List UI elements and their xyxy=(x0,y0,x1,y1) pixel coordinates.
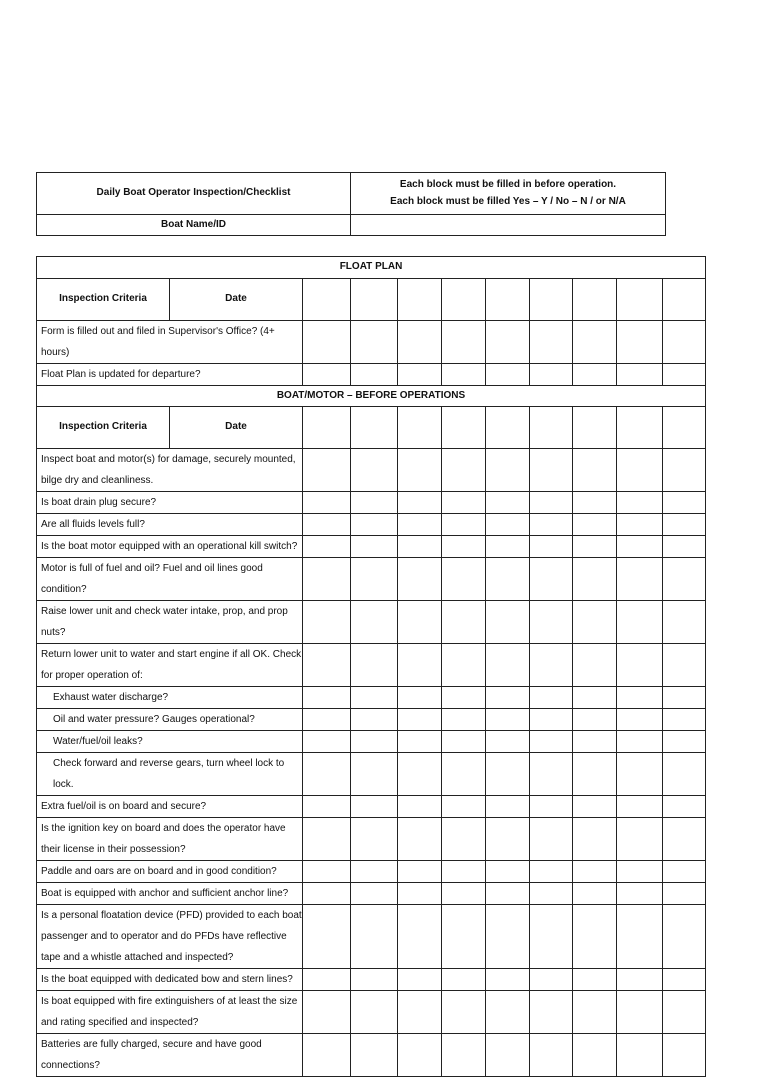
check-cell[interactable] xyxy=(530,492,573,514)
check-cell[interactable] xyxy=(303,753,351,796)
checklist-row xyxy=(37,731,706,753)
check-cell[interactable] xyxy=(398,492,442,514)
check-cell[interactable] xyxy=(351,1034,398,1077)
checklist-row xyxy=(37,492,706,514)
check-cell[interactable] xyxy=(617,601,663,644)
check-cell[interactable] xyxy=(530,687,573,709)
check-cell[interactable] xyxy=(303,514,351,536)
check-cell[interactable] xyxy=(303,601,351,644)
check-cell[interactable] xyxy=(351,905,398,969)
checklist-row xyxy=(37,796,706,818)
checklist-row xyxy=(37,687,706,709)
check-cell[interactable] xyxy=(617,321,663,364)
check-cell[interactable] xyxy=(486,883,530,905)
check-cell[interactable] xyxy=(573,709,617,731)
criteria-text: Is the ignition key on board and does the operator have their license in their possession? xyxy=(37,818,303,861)
check-cell[interactable] xyxy=(351,364,398,386)
check-cell[interactable] xyxy=(303,536,351,558)
check-cell[interactable] xyxy=(617,709,663,731)
check-cell[interactable] xyxy=(442,364,486,386)
check-cell[interactable] xyxy=(530,709,573,731)
check-cell[interactable] xyxy=(617,818,663,861)
date-header: Date xyxy=(170,279,303,321)
check-cell[interactable] xyxy=(351,818,398,861)
date-entry-cell[interactable] xyxy=(398,407,442,449)
date-entry-cell[interactable] xyxy=(351,279,398,321)
check-cell[interactable] xyxy=(617,753,663,796)
date-entry-cell[interactable] xyxy=(530,407,573,449)
check-cell[interactable] xyxy=(303,558,351,601)
check-cell[interactable] xyxy=(303,818,351,861)
check-cell[interactable] xyxy=(530,991,573,1034)
check-cell[interactable] xyxy=(486,905,530,969)
check-cell[interactable] xyxy=(617,644,663,687)
check-cell[interactable] xyxy=(530,558,573,601)
check-cell[interactable] xyxy=(617,536,663,558)
check-cell[interactable] xyxy=(442,905,486,969)
check-cell[interactable] xyxy=(573,364,617,386)
check-cell[interactable] xyxy=(398,364,442,386)
check-cell[interactable] xyxy=(663,492,706,514)
check-cell[interactable] xyxy=(303,709,351,731)
check-cell[interactable] xyxy=(573,601,617,644)
checklist-row xyxy=(37,449,706,492)
check-cell[interactable] xyxy=(398,991,442,1034)
check-cell[interactable] xyxy=(303,687,351,709)
check-cell[interactable] xyxy=(663,731,706,753)
check-cell[interactable] xyxy=(486,709,530,731)
section-title: BOAT/MOTOR – BEFORE OPERATIONS xyxy=(37,386,706,407)
criteria-header: Inspection Criteria xyxy=(37,279,170,321)
check-cell[interactable] xyxy=(398,321,442,364)
check-cell[interactable] xyxy=(351,644,398,687)
check-cell[interactable] xyxy=(573,449,617,492)
criteria-text: Is boat equipped with fire extinguishers of at least the size and rating specified and inspected? xyxy=(37,991,303,1034)
date-entry-cell[interactable] xyxy=(530,279,573,321)
check-cell[interactable] xyxy=(303,991,351,1034)
check-cell[interactable] xyxy=(530,883,573,905)
check-cell[interactable] xyxy=(617,796,663,818)
check-cell[interactable] xyxy=(573,644,617,687)
check-cell[interactable] xyxy=(663,991,706,1034)
criteria-text: Are all fluids levels full? xyxy=(37,514,303,536)
check-cell[interactable] xyxy=(573,818,617,861)
date-entry-cell[interactable] xyxy=(303,407,351,449)
check-cell[interactable] xyxy=(303,883,351,905)
date-entry-cell[interactable] xyxy=(398,279,442,321)
check-cell[interactable] xyxy=(486,796,530,818)
check-cell[interactable] xyxy=(351,883,398,905)
check-cell[interactable] xyxy=(442,991,486,1034)
check-cell[interactable] xyxy=(530,731,573,753)
check-cell[interactable] xyxy=(303,969,351,991)
form-title: Daily Boat Operator Inspection/Checklist xyxy=(37,173,351,215)
criteria-text: Motor is full of fuel and oil? Fuel and oil lines good condition? xyxy=(37,558,303,601)
check-cell[interactable] xyxy=(530,644,573,687)
check-cell[interactable] xyxy=(351,991,398,1034)
check-cell[interactable] xyxy=(398,905,442,969)
check-cell[interactable] xyxy=(398,536,442,558)
check-cell[interactable] xyxy=(617,492,663,514)
checklist-row xyxy=(37,861,706,883)
check-cell[interactable] xyxy=(663,905,706,969)
check-cell[interactable] xyxy=(303,1034,351,1077)
check-cell[interactable] xyxy=(663,687,706,709)
check-cell[interactable] xyxy=(573,514,617,536)
criteria-text: Inspect boat and motor(s) for damage, securely mounted, bilge dry and cleanliness. xyxy=(37,449,303,492)
check-cell[interactable] xyxy=(663,364,706,386)
date-entry-cell[interactable] xyxy=(486,279,530,321)
check-cell[interactable] xyxy=(530,514,573,536)
check-cell[interactable] xyxy=(617,1034,663,1077)
check-cell[interactable] xyxy=(617,883,663,905)
check-cell[interactable] xyxy=(351,796,398,818)
check-cell[interactable] xyxy=(663,818,706,861)
check-cell[interactable] xyxy=(303,492,351,514)
section-title-row xyxy=(37,257,706,279)
criteria-text: Is a personal floatation device (PFD) provided to each boat passenger and to operator and do PFDs have reflective tape and a whistle attached and inspected? xyxy=(37,905,303,969)
check-cell[interactable] xyxy=(351,514,398,536)
check-cell[interactable] xyxy=(530,601,573,644)
check-cell[interactable] xyxy=(530,536,573,558)
check-cell[interactable] xyxy=(486,644,530,687)
check-cell[interactable] xyxy=(617,687,663,709)
checklist-row xyxy=(37,1034,706,1077)
check-cell[interactable] xyxy=(442,818,486,861)
boat-name-label: Boat Name/ID xyxy=(37,215,351,236)
check-cell[interactable] xyxy=(486,536,530,558)
check-cell[interactable] xyxy=(530,321,573,364)
check-cell[interactable] xyxy=(442,492,486,514)
date-entry-cell[interactable] xyxy=(663,407,706,449)
date-entry-cell[interactable] xyxy=(303,279,351,321)
criteria-text: Check forward and reverse gears, turn wheel lock to lock. xyxy=(37,753,303,796)
instruction-line-1: Each block must be filled in before operation. xyxy=(399,179,617,190)
checklist-row xyxy=(37,709,706,731)
criteria-text: Is the boat motor equipped with an operational kill switch? xyxy=(37,536,303,558)
check-cell[interactable] xyxy=(303,449,351,492)
check-cell[interactable] xyxy=(442,709,486,731)
date-entry-cell[interactable] xyxy=(442,407,486,449)
checklist-row xyxy=(37,558,706,601)
date-entry-cell[interactable] xyxy=(486,407,530,449)
check-cell[interactable] xyxy=(573,991,617,1034)
checklist-row xyxy=(37,753,706,796)
check-cell[interactable] xyxy=(303,861,351,883)
check-cell[interactable] xyxy=(663,321,706,364)
check-cell[interactable] xyxy=(663,709,706,731)
check-cell[interactable] xyxy=(486,364,530,386)
check-cell[interactable] xyxy=(573,753,617,796)
check-cell[interactable] xyxy=(303,905,351,969)
check-cell[interactable] xyxy=(442,601,486,644)
instructions xyxy=(351,173,666,215)
check-cell[interactable] xyxy=(486,601,530,644)
check-cell[interactable] xyxy=(398,601,442,644)
check-cell[interactable] xyxy=(398,861,442,883)
check-cell[interactable] xyxy=(398,558,442,601)
check-cell[interactable] xyxy=(442,687,486,709)
check-cell[interactable] xyxy=(617,905,663,969)
check-cell[interactable] xyxy=(442,644,486,687)
check-cell[interactable] xyxy=(573,1034,617,1077)
check-cell[interactable] xyxy=(486,861,530,883)
check-cell[interactable] xyxy=(663,644,706,687)
check-cell[interactable] xyxy=(351,861,398,883)
check-cell[interactable] xyxy=(486,753,530,796)
check-cell[interactable] xyxy=(530,796,573,818)
check-cell[interactable] xyxy=(398,449,442,492)
check-cell[interactable] xyxy=(573,492,617,514)
instruction-line-2: Each block must be filled Yes – Y / No – N / or N/A xyxy=(390,195,626,207)
criteria-text: Paddle and oars are on board and in good condition? xyxy=(37,861,303,883)
check-cell[interactable] xyxy=(351,969,398,991)
check-cell[interactable] xyxy=(486,731,530,753)
check-cell[interactable] xyxy=(486,321,530,364)
section-title-row xyxy=(37,386,706,407)
check-cell[interactable] xyxy=(530,818,573,861)
checklist-row xyxy=(37,536,706,558)
check-cell[interactable] xyxy=(442,969,486,991)
column-header-row xyxy=(37,407,706,449)
criteria-header: Inspection Criteria xyxy=(37,407,170,449)
criteria-text: Is boat drain plug secure? xyxy=(37,492,303,514)
check-cell[interactable] xyxy=(303,364,351,386)
check-cell[interactable] xyxy=(663,861,706,883)
check-cell[interactable] xyxy=(530,969,573,991)
check-cell[interactable] xyxy=(663,753,706,796)
check-cell[interactable] xyxy=(617,364,663,386)
check-cell[interactable] xyxy=(617,861,663,883)
check-cell[interactable] xyxy=(486,687,530,709)
check-cell[interactable] xyxy=(573,558,617,601)
check-cell[interactable] xyxy=(351,731,398,753)
check-cell[interactable] xyxy=(351,321,398,364)
check-cell[interactable] xyxy=(351,536,398,558)
column-header-row xyxy=(37,279,706,321)
criteria-text: Water/fuel/oil leaks? xyxy=(37,731,303,753)
criteria-text: Exhaust water discharge? xyxy=(37,687,303,709)
check-cell[interactable] xyxy=(303,321,351,364)
check-cell[interactable] xyxy=(486,558,530,601)
check-cell[interactable] xyxy=(351,709,398,731)
check-cell[interactable] xyxy=(530,449,573,492)
check-cell[interactable] xyxy=(573,731,617,753)
check-cell[interactable] xyxy=(663,796,706,818)
check-cell[interactable] xyxy=(442,449,486,492)
check-cell[interactable] xyxy=(351,753,398,796)
check-cell[interactable] xyxy=(573,321,617,364)
check-cell[interactable] xyxy=(442,558,486,601)
date-entry-cell[interactable] xyxy=(663,279,706,321)
checklist-row xyxy=(37,818,706,861)
checklist-row xyxy=(37,644,706,687)
check-cell[interactable] xyxy=(663,883,706,905)
check-cell[interactable] xyxy=(442,753,486,796)
checklist-table xyxy=(36,256,706,1077)
checklist-row xyxy=(37,514,706,536)
check-cell[interactable] xyxy=(486,818,530,861)
check-cell[interactable] xyxy=(398,796,442,818)
check-cell[interactable] xyxy=(617,991,663,1034)
check-cell[interactable] xyxy=(530,753,573,796)
check-cell[interactable] xyxy=(398,514,442,536)
check-cell[interactable] xyxy=(398,883,442,905)
check-cell[interactable] xyxy=(573,861,617,883)
check-cell[interactable] xyxy=(617,731,663,753)
check-cell[interactable] xyxy=(573,969,617,991)
header-table xyxy=(36,172,666,236)
check-cell[interactable] xyxy=(573,883,617,905)
check-cell[interactable] xyxy=(530,861,573,883)
check-cell[interactable] xyxy=(351,558,398,601)
check-cell[interactable] xyxy=(398,818,442,861)
date-entry-cell[interactable] xyxy=(573,279,617,321)
checklist-row xyxy=(37,601,706,644)
check-cell[interactable] xyxy=(573,905,617,969)
check-cell[interactable] xyxy=(663,558,706,601)
check-cell[interactable] xyxy=(442,731,486,753)
criteria-text: Oil and water pressure? Gauges operational? xyxy=(37,709,303,731)
criteria-text: Boat is equipped with anchor and sufficient anchor line? xyxy=(37,883,303,905)
check-cell[interactable] xyxy=(442,861,486,883)
check-cell[interactable] xyxy=(442,883,486,905)
check-cell[interactable] xyxy=(442,321,486,364)
check-cell[interactable] xyxy=(663,1034,706,1077)
check-cell[interactable] xyxy=(617,969,663,991)
criteria-text: Batteries are fully charged, secure and have good connections? xyxy=(37,1034,303,1077)
check-cell[interactable] xyxy=(486,514,530,536)
check-cell[interactable] xyxy=(663,449,706,492)
check-cell[interactable] xyxy=(303,644,351,687)
criteria-text: Raise lower unit and check water intake, prop, and prop nuts? xyxy=(37,601,303,644)
check-cell[interactable] xyxy=(351,449,398,492)
checklist-row xyxy=(37,905,706,969)
check-cell[interactable] xyxy=(573,687,617,709)
check-cell[interactable] xyxy=(398,687,442,709)
check-cell[interactable] xyxy=(303,731,351,753)
check-cell[interactable] xyxy=(398,731,442,753)
check-cell[interactable] xyxy=(442,1034,486,1077)
check-cell[interactable] xyxy=(663,969,706,991)
check-cell[interactable] xyxy=(398,1034,442,1077)
date-entry-cell[interactable] xyxy=(617,279,663,321)
check-cell[interactable] xyxy=(351,492,398,514)
date-header: Date xyxy=(170,407,303,449)
check-cell[interactable] xyxy=(617,449,663,492)
date-entry-cell[interactable] xyxy=(351,407,398,449)
criteria-text: Extra fuel/oil is on board and secure? xyxy=(37,796,303,818)
check-cell[interactable] xyxy=(663,514,706,536)
check-cell[interactable] xyxy=(486,492,530,514)
check-cell[interactable] xyxy=(351,601,398,644)
check-cell[interactable] xyxy=(486,991,530,1034)
criteria-text: Form is filled out and filed in Supervisor's Office? (4+ hours) xyxy=(37,321,303,364)
check-cell[interactable] xyxy=(486,1034,530,1077)
criteria-text: Return lower unit to water and start engine if all OK. Check for proper operation of: xyxy=(37,644,303,687)
check-cell[interactable] xyxy=(530,364,573,386)
section-title: FLOAT PLAN xyxy=(37,257,706,279)
date-entry-cell[interactable] xyxy=(573,407,617,449)
check-cell[interactable] xyxy=(530,905,573,969)
date-entry-cell[interactable] xyxy=(442,279,486,321)
check-cell[interactable] xyxy=(442,796,486,818)
checklist-row xyxy=(37,991,706,1034)
check-cell[interactable] xyxy=(442,536,486,558)
check-cell[interactable] xyxy=(398,644,442,687)
criteria-text: Is the boat equipped with dedicated bow and stern lines? xyxy=(37,969,303,991)
checklist-row xyxy=(37,321,706,364)
checklist-row xyxy=(37,969,706,991)
check-cell[interactable] xyxy=(530,1034,573,1077)
check-cell[interactable] xyxy=(573,796,617,818)
checklist-row xyxy=(37,364,706,386)
date-entry-cell[interactable] xyxy=(617,407,663,449)
check-cell[interactable] xyxy=(486,969,530,991)
check-cell[interactable] xyxy=(663,536,706,558)
criteria-text: Float Plan is updated for departure? xyxy=(37,364,303,386)
check-cell[interactable] xyxy=(398,709,442,731)
check-cell[interactable] xyxy=(663,601,706,644)
check-cell[interactable] xyxy=(617,514,663,536)
check-cell[interactable] xyxy=(442,514,486,536)
boat-name-field[interactable] xyxy=(351,215,666,236)
checklist-row xyxy=(37,883,706,905)
check-cell[interactable] xyxy=(398,969,442,991)
check-cell[interactable] xyxy=(486,449,530,492)
check-cell[interactable] xyxy=(351,687,398,709)
check-cell[interactable] xyxy=(398,753,442,796)
check-cell[interactable] xyxy=(303,796,351,818)
check-cell[interactable] xyxy=(617,558,663,601)
check-cell[interactable] xyxy=(573,536,617,558)
